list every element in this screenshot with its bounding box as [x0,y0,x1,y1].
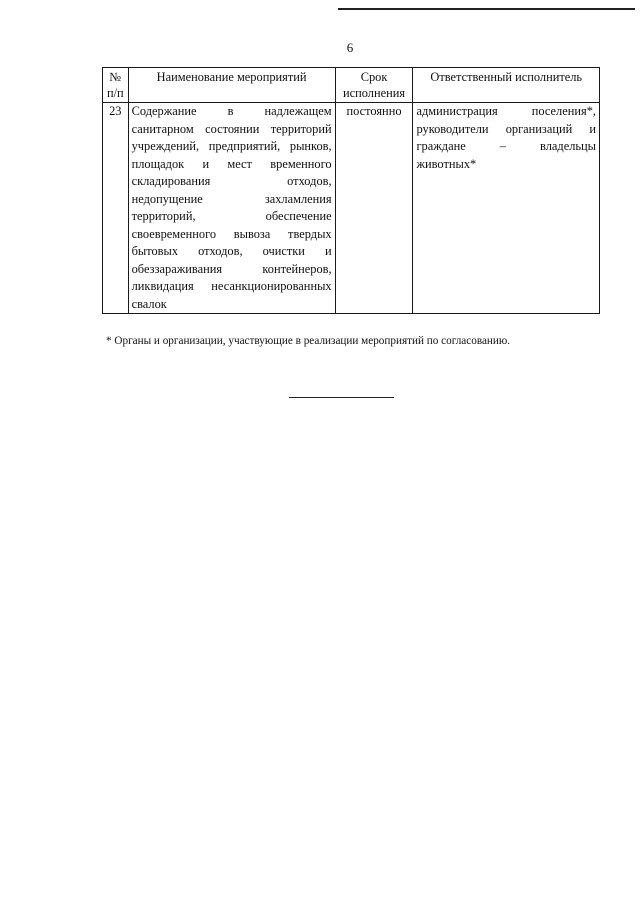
end-separator-line [289,397,394,398]
page-number: 6 [346,40,354,55]
table-header-row [103,68,600,103]
row-num: 23 [103,103,129,314]
measures-table [102,67,600,314]
row-name: Содержание в надлежащем санитарном состоянии территорий учреждений, предприятий, рынков, площадок и мест временного складирования отходов, недопущение захламления территорий, обеспечение своевременного вывоза твердых бытовых отходов, очистки и обеззараживания контейнеров, ликвидация несанкционированных свалок [128,103,335,314]
header-num: № п/п [103,68,129,103]
top-border-line [338,8,635,10]
header-name: Наименование мероприятий [128,68,335,103]
row-executor: администрация поселения*, руководители организаций и граждане – владельцы животных* [413,103,600,314]
row-term: постоянно [335,103,413,314]
header-term: Срок исполнения [335,68,413,103]
table-row [103,103,600,314]
footnote: * Органы и организации, участвующие в реализации мероприятий по согласованию. [106,335,511,347]
header-executor: Ответственный исполнитель [413,68,600,103]
